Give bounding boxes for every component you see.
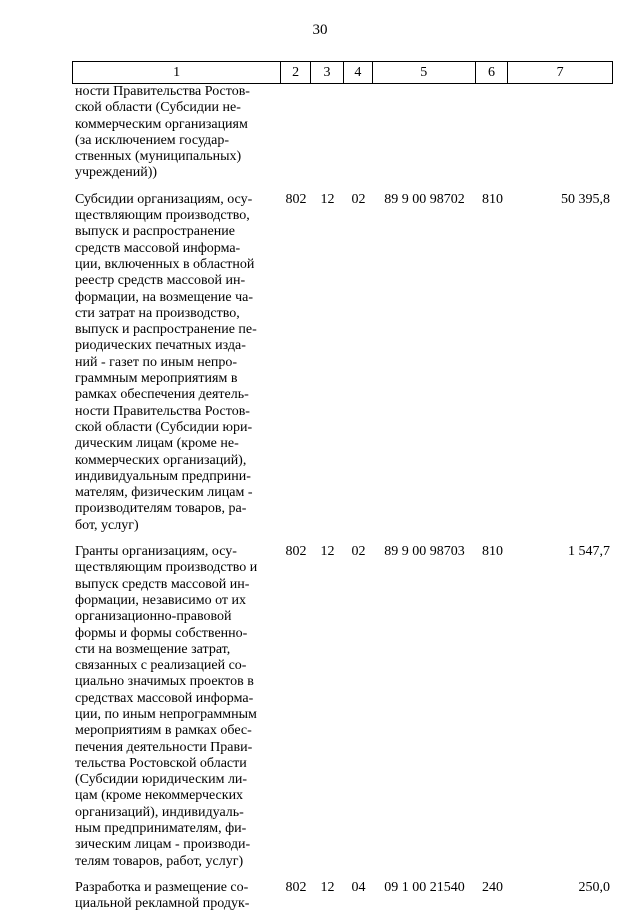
table-row <box>72 192 613 534</box>
description-line: Гранты организациям, осу- <box>75 544 237 560</box>
expense-type-code <box>476 84 509 182</box>
header-col-2: 2 <box>281 62 311 83</box>
description-line: риодических печатных изда- <box>75 338 246 354</box>
table-body <box>72 84 613 923</box>
description-line: бот, услуг) <box>75 517 139 533</box>
description-line: ществляющим производство и <box>75 560 258 576</box>
page-number: 30 <box>312 22 328 38</box>
description-line: связанных с реализацией со- <box>75 658 247 674</box>
table-row <box>72 880 613 913</box>
row-description <box>72 880 281 913</box>
section-code: 12 <box>320 879 335 895</box>
description-line: сти на возмещение затрат, <box>75 641 231 657</box>
row-description <box>72 192 281 534</box>
description-line: ции, по иным непрограммным <box>75 706 257 722</box>
row-description <box>72 84 281 182</box>
description-line: цам (кроме некоммерческих <box>75 788 244 804</box>
description-line: телям товаров, работ, услуг) <box>75 853 244 869</box>
description-line: средств массовой информа- <box>75 240 241 256</box>
header-col-3: 3 <box>311 62 344 83</box>
description-line: формации, на возмещение ча- <box>75 289 254 305</box>
description-line: индивидуальным предприни- <box>75 468 251 484</box>
description-line: (Субсидии юридическим ли- <box>75 772 248 788</box>
expense-type-code: 810 <box>482 544 503 560</box>
description-line: (за исключением государ- <box>75 132 230 148</box>
description-line: Разработка и размещение со- <box>75 879 249 895</box>
amount: 250,0 <box>578 879 610 895</box>
description-line: граммным мероприятиям в <box>75 371 238 387</box>
description-line: тельства Ростовской области <box>75 755 247 771</box>
description-line: средствах массовой информа- <box>75 690 254 706</box>
target-article-code: 89 9 00 98702 <box>384 191 465 207</box>
subsection-code <box>344 84 373 182</box>
section-code: 12 <box>320 544 335 560</box>
description-line: ности Правительства Ростов- <box>75 403 250 419</box>
table-row <box>72 544 613 870</box>
ministry-code: 802 <box>285 191 307 207</box>
table-header <box>72 61 613 84</box>
description-line: ществляющим производство, <box>75 208 250 224</box>
target-article-code <box>373 84 476 182</box>
description-line: выпуск и распространение пе- <box>75 322 257 338</box>
description-line: учреждений)) <box>75 165 158 181</box>
ministry-code: 802 <box>285 879 307 895</box>
description-line: ции, включенных в областной <box>75 256 255 272</box>
section-code: 12 <box>320 191 335 207</box>
description-line: ным предпринимателям, фи- <box>75 821 247 837</box>
description-line: реестр средств массовой ин- <box>75 273 246 289</box>
header-col-7: 7 <box>556 65 564 80</box>
description-line: коммерческих организаций), <box>75 452 247 468</box>
subsection-code: 02 <box>351 544 366 560</box>
expense-type-code: 810 <box>482 191 503 207</box>
description-line: циальной рекламной продук- <box>75 896 250 912</box>
description-line: организаций), индивидуаль- <box>75 804 244 820</box>
description-line: зическим лицам - производи- <box>75 837 251 853</box>
description-line: мероприятиям в рамках обес- <box>75 723 252 739</box>
subsection-code: 02 <box>351 191 366 207</box>
description-line: формации, независимо от их <box>75 592 247 608</box>
ministry-code <box>281 84 311 182</box>
description-line: ской области (Субсидии юри- <box>75 419 253 435</box>
header-col-6: 6 <box>476 62 509 83</box>
description-line: мателям, физическим лицам - <box>75 485 253 501</box>
amount: 50 395,8 <box>561 191 610 207</box>
description-line: печения деятельности Прави- <box>75 739 253 755</box>
header-col-1: 1 <box>73 62 281 83</box>
amount: 1 547,7 <box>568 544 610 560</box>
description-line: ственных (муниципальных) <box>75 149 242 165</box>
description-line: ской области (Субсидии не- <box>75 100 241 116</box>
description-line: ний - газет по иным непро- <box>75 354 238 370</box>
description-line: организационно-правовой <box>75 609 232 625</box>
row-description <box>72 544 281 870</box>
header-col-5: 5 <box>373 62 476 83</box>
description-line: дическим лицам (кроме не- <box>75 436 239 452</box>
description-line: сти затрат на производство, <box>75 305 240 321</box>
description-line: ности Правительства Ростов- <box>75 84 250 99</box>
description-line: выпуск и распространение <box>75 224 235 240</box>
amount <box>509 84 613 182</box>
section-code <box>311 84 344 182</box>
description-line: выпуск средств массовой ин- <box>75 576 250 592</box>
ministry-code: 802 <box>285 544 307 560</box>
target-article-code: 09 1 00 21540 <box>384 879 465 895</box>
header-col-4: 4 <box>344 62 373 83</box>
description-line: Субсидии организациям, осу- <box>75 191 253 207</box>
description-line: коммерческим организациям <box>75 116 248 132</box>
target-article-code: 89 9 00 98703 <box>384 544 465 560</box>
table-row <box>72 84 613 182</box>
description-line: формы и формы собственно- <box>75 625 248 641</box>
description-line: производителям товаров, ра- <box>75 501 247 517</box>
description-line: циально значимых проектов в <box>75 674 254 690</box>
subsection-code: 04 <box>351 879 366 895</box>
description-line: рамках обеспечения деятель- <box>75 387 249 403</box>
expense-type-code: 240 <box>482 879 503 895</box>
